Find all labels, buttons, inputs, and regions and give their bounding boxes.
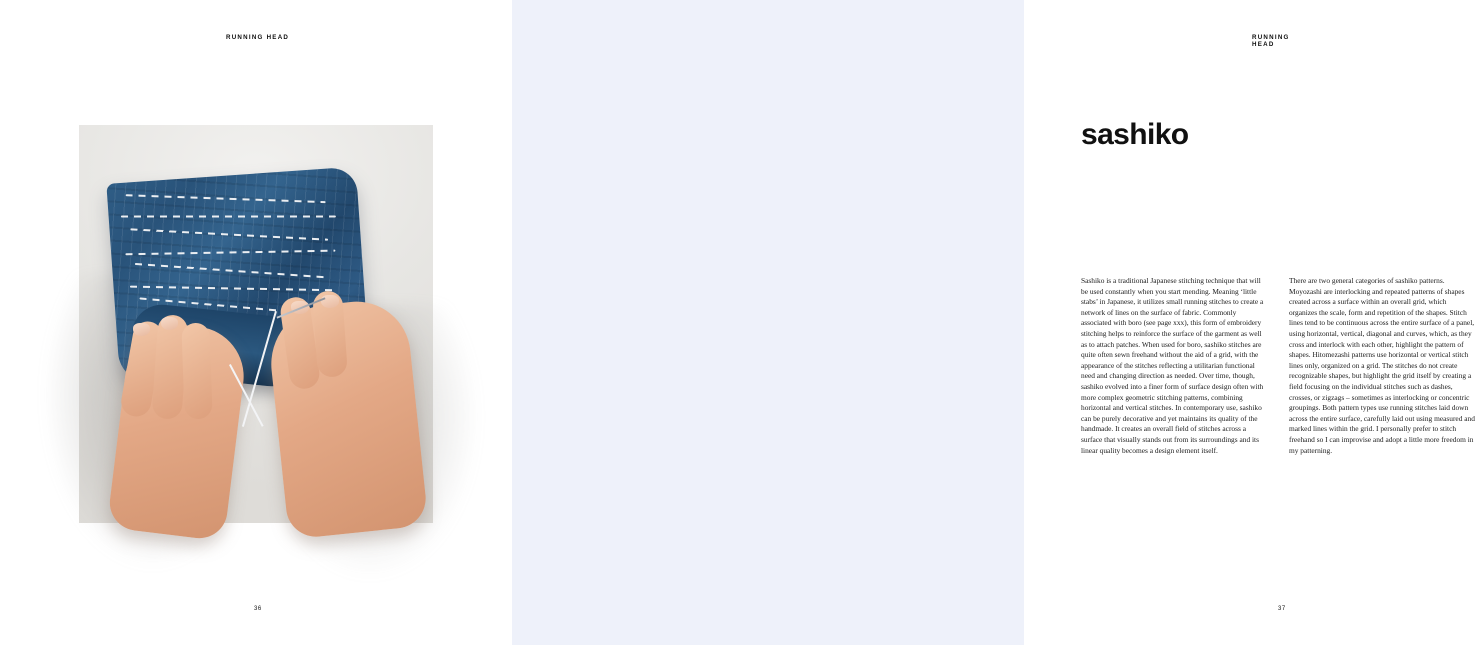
page-number-right: 37 xyxy=(1278,606,1286,612)
right-page xyxy=(512,0,1475,645)
fingernail xyxy=(161,317,178,330)
running-head-left: RUNNING HEAD xyxy=(226,34,290,41)
chapter-title: sashiko xyxy=(1081,118,1189,151)
page-number-left: 36 xyxy=(254,606,262,612)
fingernail xyxy=(133,323,150,336)
body-column-1: Sashiko is a traditional Japanese stitching technique that will be used constantly when you start mending. Meaning ‘little stabs’ in Japanese, it utilizes small running stitches to create a network of lines on the surface of fabric. Commonly associated with boro (see page xxx), this form of embroidery stitching helps to reinforce the surface of the garment as well as to attach patches. When used for boro, sashiko stitches are quite often sewn freehand without the aid of a grid, with the appearance of the stitches reflecting a utilitarian functional need and changing direction as needed. Over time, though, sashiko evolved into a finer form of surface design often with more complex geometric stitching patterns, combining horizontal and vertical stitches. In contemporary use, sashiko can be purely decorative and yet maintains its quality of the handmade. It creates an overall field of stitches across a surface that visually stands out from its surroundings and its linear quality becomes a design element itself. xyxy=(1081,276,1264,455)
sashiko-photograph xyxy=(79,125,433,523)
body-column-2: There are two general categories of sashiko patterns. Moyozashi are interlocking and repeated patterns of shapes created across a surface within an overall grid, which organizes the scale, form and repetition of the shapes. Stitch lines tend to be continuous across the entire surface of a panel, using horizontal, vertical, diagonal and curves, which, as they cross and interlock with each other, highlight the pattern of shapes. Hitomezashi patterns use horizontal or vertical stitch lines only, organized on a grid. The stitches do not create recognizable shapes, but highlight the grid itself by creating a field focusing on the individual stitches such as dashes, crosses, or zigzags – sometimes as interlocking or concentric groupings. Both pattern types use running stitches laid down across the entire surface, carefully laid out using measured and marked lines within the grid. I personally prefer to stitch freehand so I can improvise and adopt a little more freedom in my patterning. xyxy=(1289,276,1475,455)
finger xyxy=(181,323,212,420)
left-page xyxy=(0,0,512,645)
running-head-right: RUNNING HEAD xyxy=(1252,34,1290,48)
body-text-columns xyxy=(1081,276,1475,456)
